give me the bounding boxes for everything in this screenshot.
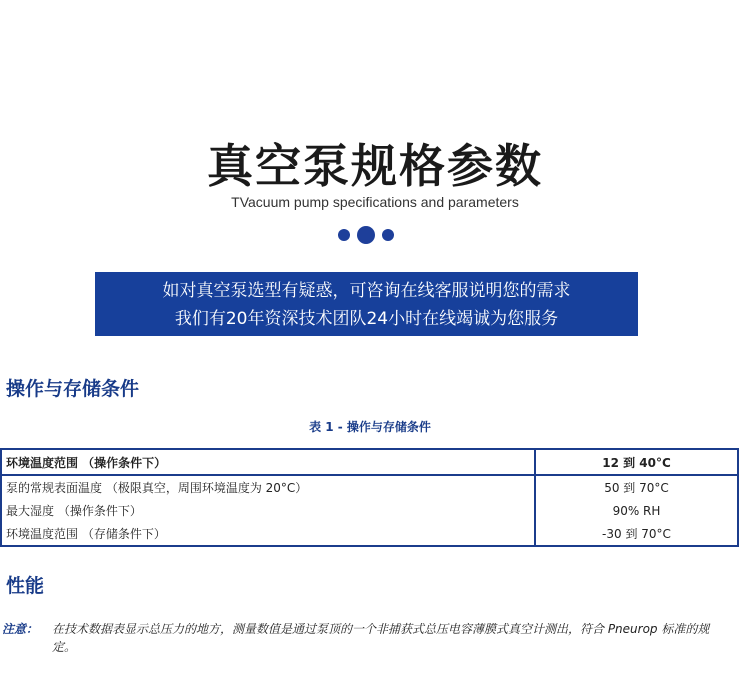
table-row <box>1 522 738 546</box>
row-label: 最大湿度 （操作条件下） <box>1 499 535 522</box>
conditions-table <box>0 448 739 547</box>
row-value: 50 到 70°C <box>535 475 738 499</box>
table-row <box>1 475 738 499</box>
row-value: -30 到 70°C <box>535 522 738 546</box>
dot-icon <box>382 229 394 241</box>
table-caption: 表 1 - 操作与存储条件 <box>309 420 431 434</box>
row-value: 90% RH <box>535 499 738 522</box>
table-row <box>1 449 738 475</box>
decorative-dots <box>0 225 750 245</box>
banner-line-1: 如对真空泵选型有疑惑，可咨询在线客服说明您的需求 <box>162 281 571 301</box>
table-row <box>1 499 738 522</box>
page-title: 真空泵规格参数 <box>207 139 543 193</box>
section-heading-performance: 性能 <box>6 575 45 597</box>
dot-icon <box>338 229 350 241</box>
banner-line-2: 我们有20年资深技术团队24小时在线竭诚为您服务 <box>174 309 559 329</box>
row-label: 环境温度范围 （操作条件下） <box>1 449 535 475</box>
section-heading-conditions: 操作与存储条件 <box>6 378 140 400</box>
row-label: 环境温度范围 （存储条件下） <box>1 522 535 546</box>
row-label: 泵的常规表面温度 （极限真空，周围环境温度为 20°C） <box>1 475 535 499</box>
row-value: 12 到 40°C <box>535 449 738 475</box>
dot-icon <box>357 226 375 244</box>
note-label: 注意： <box>2 622 39 636</box>
note-text: 在技术数据表显示总压力的地方，测量数值是通过泵顶的一个非捕获式总压电容薄膜式真空计测出，符合 Pneurop 标准的规定。 <box>52 622 710 654</box>
page-subtitle: TVacuum pump specifications and parameters <box>231 194 519 210</box>
consult-banner <box>95 272 638 336</box>
